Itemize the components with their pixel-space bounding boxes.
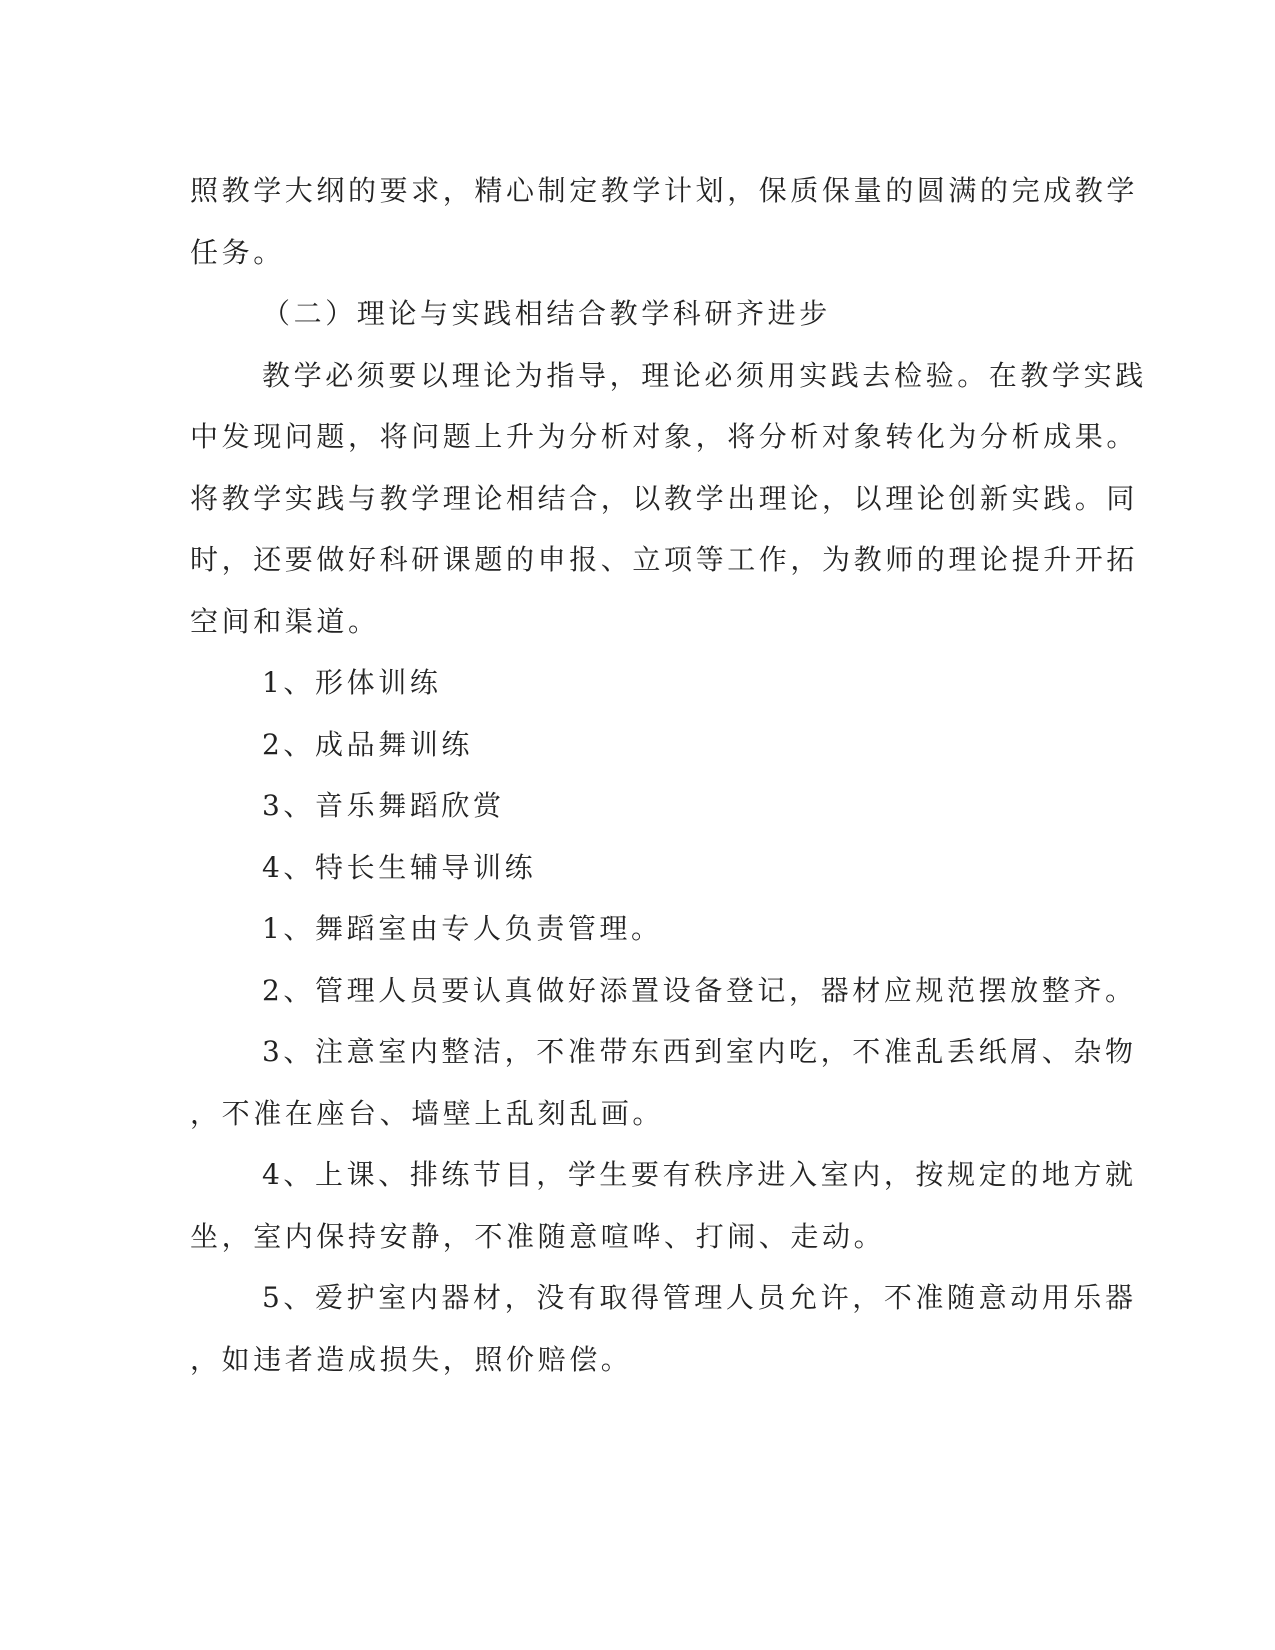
list-item: 4、特长生辅导训练 bbox=[262, 850, 537, 884]
text-line: 坐，室内保持安静，不准随意喧哗、打闹、走动。 bbox=[190, 1219, 886, 1253]
list-item: 3、音乐舞蹈欣赏 bbox=[262, 789, 505, 822]
list-item: 2、成品舞训练 bbox=[262, 727, 474, 761]
rule-item: 5、爱护室内器材，没有取得管理人员允许，不准随意动用乐器 bbox=[262, 1281, 1137, 1314]
section-heading: （二）理论与实践相结合教学科研齐进步 bbox=[262, 297, 831, 330]
text-line: 空间和渠道。 bbox=[190, 604, 380, 638]
list-item: 1、形体训练 bbox=[262, 666, 442, 699]
rule-item: 1、舞蹈室由专人负责管理。 bbox=[262, 912, 663, 945]
text-line: ，如违者造成损失，照价赔偿。 bbox=[190, 1342, 633, 1376]
rule-item: 3、注意室内整洁，不准带东西到室内吃，不准乱丢纸屑、杂物 bbox=[262, 1035, 1137, 1068]
text-line: 照教学大纲的要求，精心制定教学计划，保质保量的圆满的完成教学 bbox=[190, 174, 1139, 207]
text-line: 任务。 bbox=[190, 235, 285, 269]
rule-item: 4、上课、排练节目，学生要有秩序进入室内，按规定的地方就 bbox=[262, 1158, 1137, 1191]
rule-item: 2、管理人员要认真做好添置设备登记，器材应规范摆放整齐。 bbox=[262, 973, 1137, 1007]
document-body bbox=[190, 160, 1147, 1390]
text-line: 教学必须要以理论为指导，理论必须用实践去检验。在教学实践 bbox=[262, 358, 1147, 392]
text-line: ，不准在座台、墙壁上乱刻乱画。 bbox=[190, 1096, 665, 1130]
text-line: 将教学实践与教学理论相结合，以教学出理论，以理论创新实践。同 bbox=[190, 481, 1139, 515]
text-line: 时，还要做好科研课题的申报、立项等工作，为教师的理论提升开拓 bbox=[190, 543, 1139, 576]
text-line: 中发现问题，将问题上升为分析对象，将分析对象转化为分析成果。 bbox=[190, 420, 1139, 453]
